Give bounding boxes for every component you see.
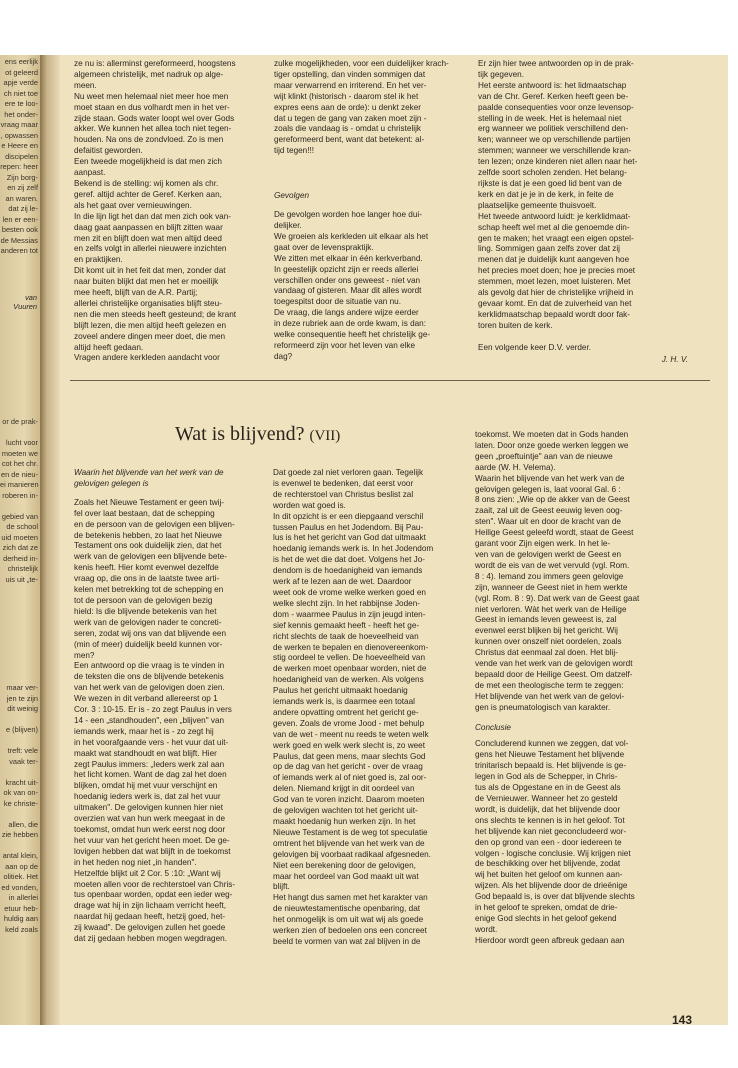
text-line: 14 - een „standhouden", een „blijven" van [74,715,225,725]
text-line: tiger opstelling, dan vinden sommigen dat [274,69,426,79]
text-line: aarde (W. H. Velema). [475,462,556,472]
text-line: garant voor Zijn eigen werk. In het le- [475,539,611,549]
text-line: maar het oordeel van God maakt uit wat [273,871,419,881]
text-line: stemmen; wanneer we verschillende kran- [478,146,632,156]
text-line: besten ook [1,225,38,234]
text-line: als het gaat over vernieuwingen. [74,200,192,210]
text-line: stelling in de week. Het is helemaal niet [478,113,622,123]
text-line: zulke mogelijkheden, voor een duidelijker krach- [274,59,449,68]
text-line: an waren. [5,193,38,203]
text-line: Waarin het blijvende van het werk van de [74,468,224,477]
text-line: tus als de Opgestane en in de Geest als [475,783,621,793]
text-line: maar ver- [6,683,38,692]
text-line: dag? [274,351,293,361]
text-line: vaak ter- [9,756,38,766]
text-line: tijd tegen!!! [274,146,315,156]
text-line: Niet een berekening door de gelovigen, [273,860,416,870]
text-line: iemands werk is, is daarmee een totaal [273,697,415,707]
text-line: delen. Niemand krijgt in dit oordeel van [273,784,415,794]
text-line: Nieuwe Testament is de weg tot speculatie [273,827,428,837]
text-line: de Vernieuwer. Wanneer het zo gesteld [475,794,618,803]
text-line: wordt de eis van de wet vervuld (vgl. Rom. [475,560,630,570]
text-line: wij het buiten het geloof om kunnen aan- [475,870,623,880]
text-line: houden. Na ons de zondvloed. Zo is men [74,135,224,145]
text-line: Er zijn hier twee antwoorden op in de prak- [478,59,634,68]
text-line: zij kwaad". De gelovigen zullen het goede [74,923,226,933]
text-line: legen in God als de Schepper, in Chris- [475,772,618,782]
text-line: blijken, omdat hij met vuur verschijnt en [74,781,218,791]
text-line: 8 : 4). Iemand zou immers geen gelovige [475,571,624,581]
text-line: gelovigen gelegen is [74,478,149,488]
text-line: gen is pneumatologisch van karakter. [475,702,611,712]
text-line: het blijvende kan niet geconcludeerd wor- [475,826,627,836]
text-line: in deze rubriek aan de orde kwam, is dan: [274,319,427,329]
text-line: De vraag, die langs andere wijze eerder [274,308,419,318]
text-line: gevaar komt. En dat de zuiverheid van het [478,298,632,308]
text-line: zich dat ze [2,543,38,552]
text-line: hoedanigheid van de werken. Als volgens [273,675,424,685]
subheading-gevolgen: Gevolgen [274,191,310,201]
text-line: ei manieren [0,480,39,489]
text-line: discipelen [5,151,38,161]
text-line: erg wanneer we politiek verschillend den- [478,124,629,134]
text-line: Hetzelfde blijkt uit 2 Cor. 5 :10: „Want wij [74,868,221,878]
text-line [0,715,40,726]
text-line: zoals die vandaag is - omdat u christelijk [274,124,421,134]
text-line: dendom is de hoedanigheid van iemands [273,566,423,576]
text-line: De gevolgen worden hoe langer hoe dui- [274,210,422,220]
text-line: Waarin het blijvende van het werk van de [475,473,625,483]
left-strip-lower-text [0,683,40,935]
text-line: tus openbaar worden, opdat een ieder weg- [74,890,233,900]
text-line: en de nieu- [1,469,38,479]
text-line: laten. Door onze goede werken leggen we [475,440,629,450]
text-line: werk van de gelovigen een blijvende bete- [74,552,227,562]
text-line: Dit komt uit in het feit dat men, zonder dat [74,266,226,276]
text-line: wijzen. Als het blijvende door de drieënige [475,881,628,891]
text-line: Nu weet men helemaal niet meer hoe men [74,91,229,101]
text-line: ch niet toe [3,88,38,98]
text-line: (min of meer) duidelijk beeld kunnen vor- [74,639,223,649]
bottom-column-2 [273,468,477,948]
text-line: e Heere en [1,141,38,150]
text-line: men? [74,650,95,660]
text-line [478,332,698,343]
text-line: Paulus het gericht uitmaakt hoedanig [273,686,408,696]
text-line: menen dat je duidelijk kunt aangeven hoe [478,255,630,265]
text-line: algemeen christelijk, met nadruk op alge- [74,69,224,79]
top-column-2 [274,59,480,363]
text-line: lovigen hebben dat wat blijft in de toekomst [74,846,231,856]
text-line: zoveel andere dingen meer doet, die men [74,331,226,341]
text-line: gelovigen bij voorbaat radikaal afgesneden. [273,849,431,859]
text-line: Geest in iemands leven geweest is, zal [475,615,617,625]
text-line: trinitarisch bepaald is. Het blijvende is ge- [475,761,627,771]
text-line [0,767,40,778]
text-line: werk af te lezen aan de wet. Daardoor [273,577,412,587]
text-line: Paulus, dat geen mens, maar slechts God [273,751,426,761]
text-line: altijd heeft gedaan. [74,342,144,352]
text-line [0,809,40,820]
text-line: anderen tot [0,246,38,255]
text-line: In die lijn ligt het dan dat men zich ook van- [74,211,232,221]
text-line: in het geloof te spreken, omdat de drie- [475,903,618,913]
top-column-1 [74,59,274,364]
text-line: geref. altijd achter de Geref. Kerken aan, [74,189,222,199]
text-line: Het tweede antwoord luidt: je kerklidmaat- [478,211,631,221]
book-spine [40,55,60,1025]
text-line: huldig aan [3,914,38,923]
text-line: de met een theologische term te zeggen: [475,680,624,690]
text-line: en zelfs volgt in allerlei nieuwere inzichten [74,244,227,254]
text-line: evenwel eerst blijken bij het gericht. Wij [475,626,618,636]
section-divider [70,380,710,381]
text-line: kunnen over onszelf niet oordelen, zoals [475,637,622,647]
text-line: daag gaat aanpassen en blijft zitten waar [74,222,223,232]
text-line: blijft. [273,882,290,892]
text-line: de betekenis hebben, zo laat het Nieuwe [74,530,222,540]
text-line: de werken moet openbaar worden, niet de [273,664,427,674]
text-line: in allerlei [8,893,38,902]
text-line: het precies moet doen; hoe je precies moet [478,266,636,276]
text-line: in het heden nog niet „in handen". [74,857,197,867]
text-line: mee heeft, blijft van de A.R. Partij; [74,288,198,298]
text-line: We zitten met elkaar in één kerkverband. [274,253,423,263]
text-line: Zoals het Nieuwe Testament er geen twij- [74,497,225,507]
text-line: dit weinig [7,704,38,713]
text-line: nen die men steeds heeft gesteund; de krant [74,309,237,319]
text-line: de school [6,522,38,531]
text-line: 8 ons zien: „Wie op de akker van de Geest [475,495,630,505]
text-line: ven van de gelovigen werkt de Geest en [475,549,622,559]
text-line: Het hangt dus samen met het karakter van [273,893,428,903]
text-line [0,501,40,512]
text-line: Christus dat eenmaal zal doen. Het blij- [475,648,618,658]
text-line: zaait, zal uit de Geest eeuwig leven oog- [475,506,623,516]
text-line: de teksten die ons de blijvende betekenis [74,672,224,682]
text-line: maakt hoedanig hun werken zijn. In het [273,817,416,826]
text-line: lus is het het gericht van God dat uitmaakt [273,533,426,543]
text-line: paalde consequenties voor onze levensop- [478,102,634,112]
text-line: kenis heeft. Hier komt evenwel dezelfde [74,563,219,573]
text-line: God bepaald is, is over dat blijvende slechts [475,892,635,902]
text-line: toekomst. We moeten dat in Gods handen [475,430,629,439]
text-line: allerlei christelijke organisaties blijft steu- [74,298,222,308]
text-line: hield: Is die blijvende betekenis van het [74,606,217,616]
text-line: or de prak- [2,417,38,426]
text-line: zelfde soort scholen zenden. Het belang- [478,168,627,178]
text-line: Cor. 3 : 10-15. Er is - zo zegt Paulus in vers [74,705,232,715]
text-line: Heilige Geest geleefd wordt, staat de Geest [475,528,634,538]
text-line: lucht voor [5,438,38,447]
text-line: op de dag van het gericht - over de vraag [273,762,423,772]
text-line: ke christe- [3,798,38,808]
text-line: akker. We kunnen het allea toch niet tegen- [74,124,232,134]
text-line: vraag op, die ons in de laatste twee arti- [74,574,220,584]
text-line: het vuur van het gericht heen moet. De ge- [74,835,230,845]
text-line: kelen met betrekking tot de schepping en [74,585,224,595]
text-line: bepaald door de Heilige Geest. Om datzelf- [475,669,633,679]
text-line: We groeien als kerkleden uit elkaar als het [274,231,429,241]
text-line: We wezen in dit verband allereerst op 1 [74,694,218,704]
text-line: men zit en blijft doen wat men altijd deed [74,233,222,243]
text-line: toekomst, omdat hun werk eerst nog door [74,825,226,834]
text-line [0,841,40,852]
text-line: maakt wat standhoudt en wat blijft. Hier [74,748,217,758]
text-line: volgen - logische conclusie. Wij krijgen niet [475,848,631,858]
text-line: tijk gegeven. [478,69,524,79]
text-line: uitmaken". De gelovigen kunnen hier niet [74,803,224,813]
text-line: vandaag of gisteren. Maar dit alles wordt [274,286,422,296]
text-line: dat zij gedaan hebben mogen wegdragen. [74,934,227,944]
text-line: zijde staan. Gods water loopt wel over Gods [74,113,235,123]
text-line: en zij zelf [7,183,38,192]
text-line: ot geleerd [5,67,38,77]
left-strip-top-text [0,57,40,257]
text-line: ok van on- [3,788,38,797]
text-line: moeten we [1,448,38,458]
text-line [0,428,40,439]
text-line: in het voorafgaande vers - het vuur dat uit- [74,737,229,747]
text-line: het onder- [4,109,38,119]
text-line [0,736,40,747]
text-line: Het eerste antwoord is: het lidmaatschap [478,80,627,90]
text-line: niet verloren. Wàt het werk van de Heilige [475,604,627,614]
text-line: wijt klinkt (historisch - daarom stel ik het [274,91,419,101]
text-line: christelijk [7,564,38,573]
text-line: aanpast. [74,168,106,178]
left-strip-signature: van Vuuren [13,293,37,311]
text-line: gelovigen gelegen is, laat vooral Gal. 6 : [475,484,621,494]
text-line: van het werk van de gelovigen doen zien. [74,683,225,693]
text-line: repen: heer [0,162,38,171]
text-line: ons slechts te kennen is in het geloof. Tot [475,815,625,825]
text-line: zie hebben [1,830,38,839]
text-line: richt slechts de taak de hoeveelheid van [273,631,419,641]
text-line: God van te voren inzicht. Daarom moeten [273,795,425,805]
text-line: van de Chr. Geref. Kerken heeft geen be- [478,91,629,101]
text-line: toegespitst door de situatie van nu. [274,297,401,307]
page-number: 143 [672,1013,693,1027]
text-line: ken; wanneer we op verschillende partijen [478,135,631,145]
text-line: ten lezen; onze kinderen niet allen naar het- [478,157,638,167]
text-line: naardat hij gedaan heeft, hetzij goed, het- [74,912,226,922]
text-line: toren buiten de kerk. [478,320,553,330]
text-line: roberen in- [2,490,38,500]
text-line: Testament ons ook duidelijk zien, dat het [74,541,222,551]
text-line: zijn, wanneer de Geest niet in hem werkte [475,582,628,592]
text-line: sten". Waar uit en door de kracht van de [475,517,621,527]
text-line: Bekend is de stelling: wij komen als chr. [74,178,219,188]
text-line: fel over laat bestaan, dat de schepping [74,508,215,518]
text-line: gaat over de levenspraktijk. [274,242,374,252]
left-page-strip [0,55,40,1025]
title-volume: (VII) [309,428,341,444]
text-line: geven. Zoals de vrome Jood - met behulp [273,718,425,728]
text-line: Dat goede zal niet verloren gaan. Tegelijk [273,468,424,477]
article-subtitle [74,468,276,490]
text-line: welke slecht zijn. In het rabbijnse Joden- [273,598,420,608]
text-line: In dit opzicht is er een diepgaand verschil [273,511,424,521]
text-line: etuur heb- [4,903,38,913]
text-line: moet staan en dus volhardt men in het ver- [74,102,230,112]
author-signature: J. H. V. [661,355,688,365]
text-line: welke consequentie heeft het christelijk ge- [274,330,431,340]
text-line: ling. Sommigen gaan zelfs zover dat zij [478,244,620,254]
text-line: dom - waarmee Paulus in zijn jeugd inten- [273,609,426,619]
text-line: kracht uit- [5,777,38,787]
text-line: de beschikking over het blijvende, zodat [475,859,621,869]
text-line: moeten allen voor de rechterstoel van Chris- [74,879,236,889]
text-line: naar buiten blijkt dat men het er moeilijk [74,277,219,287]
text-line: en praktijken. [74,255,123,265]
text-line: kerklidmaatschap bepaald wordt door fak- [478,309,631,319]
text-line: delijker. [274,220,302,230]
text-line: de rechterstoel van Christus beslist zal [273,489,414,499]
text-line: zegt Paulus immers: „Ieders werk zal aan [74,759,225,769]
text-line: als gevolg dat hier de christelijke vrijheid in [478,288,634,298]
text-line: verschillen onder ons geweest - niet van [274,275,421,285]
text-line: apje verde [3,78,38,87]
top-column-3 [478,59,698,366]
text-line: ens eerlijk [4,57,38,66]
text-line: defaitist geworden. [74,146,143,156]
text-line: rijkste is dat je een goed lid bent van de [478,178,622,188]
text-line: hoedanig iemands werk is. In het Jodendom [273,544,434,554]
text-line: omtrent het blijvende van het werk van de [273,838,425,848]
text-line: sief kennis gemaakt heeft - heeft het ge- [273,620,420,630]
text-line: of iemands werk al of niet goed is, zal oor- [273,773,427,783]
text-line: uis uit „te- [5,574,38,584]
text-line: wordt, is duidelijk, dat het blijvende door [475,804,621,814]
left-strip-mid-text [0,417,40,585]
bottom-column-3 [475,430,697,947]
text-line: den op grond van een - door iedereen te [475,837,622,847]
text-line: en de persoon van de gelovigen een blijven- [74,519,235,529]
text-line: Vragen andere kerkleden aandacht voor [74,353,220,363]
text-line: ze nu is: allerminst gereformeerd, hoogstens [74,59,236,68]
text-line: iemands werk, maar het is - zo zegt hij [74,726,214,736]
text-line: overzien wat van hun werk meegaat in de [74,814,226,824]
text-line: gereformeerd bent, want dat betekent: al- [274,135,425,145]
text-line: stemmen, moet lezen, moet luisteren. Met [478,277,631,287]
text-line: In geestelijk opzicht zijn er reeds allerlei [274,264,419,274]
text-line: ere te loo- [4,99,38,108]
text-line: (vgl. Rom. 8 : 9). Dat werk van de Geest gaat [475,593,640,603]
text-line: werk van de gelovigen nader te concreti- [74,617,222,627]
text-line: hoedanig ieders werk is, dat zal het vuur [74,792,221,802]
text-line: derheid in- [3,553,38,563]
text-line: vende van het werk van de gelovigen wordt [475,659,633,669]
text-line: worden wat goed is. [273,500,346,510]
subheading-conclusie: Conclusie [475,722,511,732]
text-line: Concluderend kunnen we zeggen, dat vol- [475,739,629,749]
text-line: werken zien of bedoelen ons een concreet [273,926,427,936]
text-line: antal klein, [2,851,38,860]
text-line: kerk en dat je je in de kerk, in feite de [478,189,614,199]
text-line: Zijn borg- [6,172,38,182]
text-line: is het de wet die dat doet. Volgens het Jo- [273,555,426,565]
text-line: is evenwel te bedenken, dat eerst voor [273,478,414,488]
text-line: len er een- [2,214,38,224]
text-line: dat zij le- [8,204,38,213]
text-line: de Messias [0,235,38,245]
text-line: het licht komen. Want de dag zal het doen [74,770,227,780]
text-line: van de wet - meent nu reeds te weten welk [273,729,429,739]
text-line: uid moeten [1,532,38,542]
text-line: , opwassen [0,130,38,140]
text-line: blijft lezen, die men altijd heeft gelezen en [74,320,227,330]
text-line: de werken te bepalen en dienovereenkom- [273,642,429,652]
text-line: schap heeft wel met al die genoemde din- [478,222,630,232]
text-line: treft: vele [7,746,38,755]
text-line: Hierdoor wordt geen afbreuk gedaan aan [475,935,625,945]
text-line: enige God slechts in het geloof gekend [475,913,617,923]
text-line: plaatselijke gemeente thuisvoelt. [478,200,597,210]
text-line: drage wat hij in zijn lichaam verricht heeft, [74,901,226,911]
text-line: de nieuwtestamentische openbaring, dat [273,904,421,914]
bottom-column-1 [74,468,276,945]
text-line: tussen Paulus en het Jodendom. Bij Pau- [273,522,424,532]
text-line: e (blijven) [5,725,38,734]
text-line: reformeerd zijn voor het leven van elke [274,340,416,350]
text-line: aan op de [5,861,38,871]
article-title [175,423,340,446]
text-line: ed vonden, [1,882,38,892]
magazine-page [60,55,728,1025]
text-line: geen „proeftuintje" aan van de nieuwe [475,451,613,461]
title-text: Wat is blijvend? [175,423,305,445]
text-line: jen te zijn [6,693,38,703]
text-line: allen, die [8,819,38,829]
text-line: wordt. [475,924,498,934]
text-line: vraag maar [0,120,38,129]
text-line: andere opvatting omtrent het gericht ge- [273,707,419,717]
text-line: keld zoals [5,924,38,934]
text-line: stig oordeel te vellen. De hoeveelheid van [273,653,426,663]
text-line: gen te maken; het vraagt een eigen opstel- [478,233,634,243]
text-line: tot de persoon van de gelovigen bezig [74,595,213,605]
text-line: meen. [74,80,97,90]
text-line: cot het chr. [1,459,38,468]
text-line: de gelovigen wachten tot het gericht uit- [273,806,418,816]
text-line: Het blijvende van het werk van de gelovi- [475,691,625,701]
text-line: expres eens aan de orde): u denkt zeker [274,102,422,112]
text-line: maar verwarrend en irriterend. En het ver- [274,80,427,90]
text-line: seren, zodat wij ons van dat blijvende een [74,628,227,638]
text-line: gebied van [1,511,38,521]
text-line: olitiek. Het [3,872,38,881]
text-line: gens het Nieuwe Testament het blijvende [475,750,625,760]
text-line: werk goed en welk werk slecht is, zo weet [273,740,425,750]
text-line: het onmogelijk is om uit wat wij als goede [273,915,424,925]
text-line: dat u tegen de gang van zaken moet zijn - [274,113,427,123]
text-line: weet ook de vrome welke werken goed en [273,587,426,597]
text-line: Een antwoord op die vraag is te vinden in [74,661,225,671]
text-line: Een volgende keer D.V. verder. [478,342,592,352]
text-line: Een tweede mogelijkheid is dat men zich [74,157,222,167]
text-line: beeld te vormen van wat zal blijven in de [273,936,421,946]
